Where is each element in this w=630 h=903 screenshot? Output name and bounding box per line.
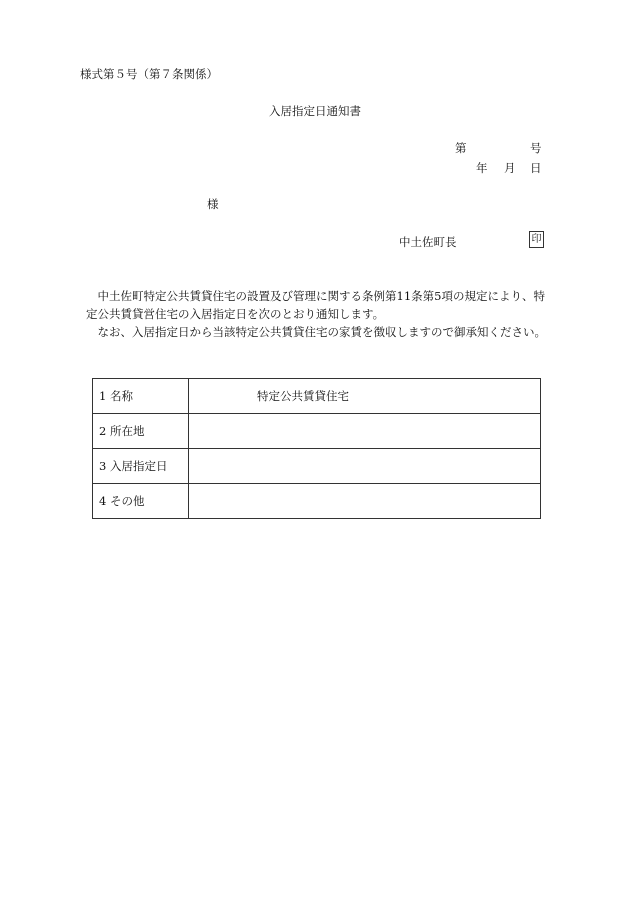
table-row (93, 484, 541, 519)
date-year-label: 年 (476, 161, 488, 175)
table-row (93, 414, 541, 449)
notice-paragraph-1: 中土佐町特定公共賃貸住宅の設置及び管理に関する条例第11条第5項の規定により、特定公共賃貸営住宅の入居指定日を次のとおり通知します。 (86, 289, 545, 321)
row-value (189, 484, 541, 519)
issuer-name: 中土佐町長 (399, 235, 457, 249)
row-label: 2 所在地 (93, 414, 189, 449)
table-row (93, 379, 541, 414)
row-label: 4 その他 (93, 484, 189, 519)
notice-body (86, 287, 548, 341)
seal-mark: 印 (529, 231, 544, 248)
row-label: 1 名称 (93, 379, 189, 414)
row-value: 特定公共賃貸住宅 (189, 379, 541, 414)
form-number: 様式第５号（第７条関係） (80, 67, 218, 81)
document-title: 入居指定日通知書 (269, 104, 361, 118)
document-number-prefix: 第 (455, 141, 467, 155)
row-value (189, 414, 541, 449)
document-number-suffix: 号 (530, 141, 542, 155)
row-value (189, 449, 541, 484)
table-row (93, 449, 541, 484)
notice-paragraph-2: なお、入居指定日から当該特定公共賃貸住宅の家賃を徴収しますので御承知ください。 (97, 325, 546, 339)
date-month-label: 月 (504, 161, 516, 175)
info-table (92, 378, 541, 519)
date-day-label: 日 (530, 161, 542, 175)
addressee-honorific: 様 (207, 197, 219, 211)
row-label: 3 入居指定日 (93, 449, 189, 484)
